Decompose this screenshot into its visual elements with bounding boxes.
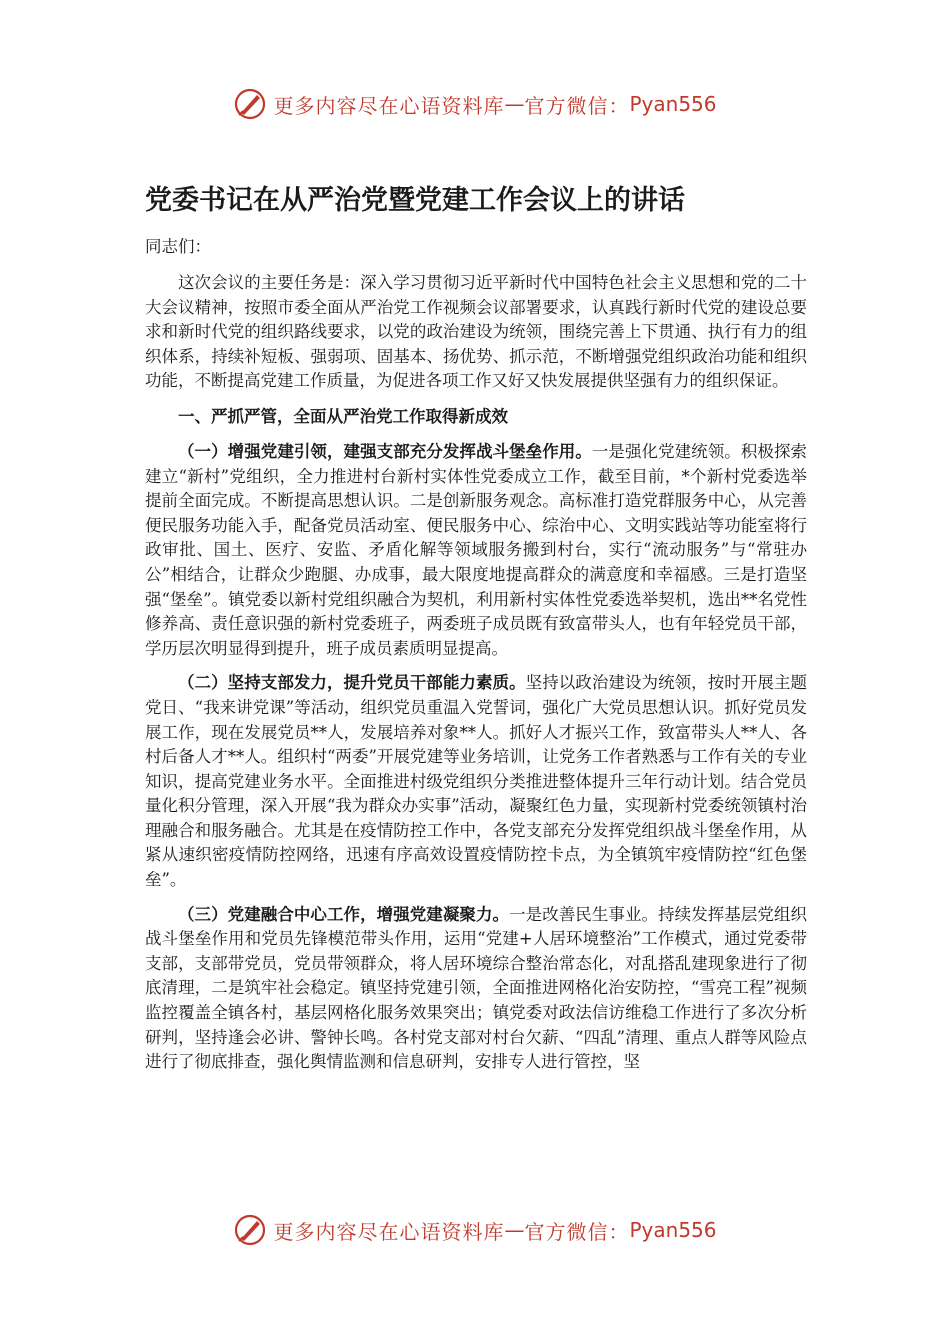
- quill-pen-icon: [233, 87, 267, 121]
- subsection-2-lead: （二）坚持支部发力，提升党员干部能力素质。: [178, 673, 526, 693]
- watermark-brand: 更多内容尽在心语资料库: [273, 1219, 505, 1244]
- quill-pen-icon: [233, 1213, 267, 1247]
- subsection-2: [145, 671, 807, 892]
- section-heading-1: 一、严抓严管，全面从严治党工作取得新成效: [178, 406, 508, 426]
- subsection-1: [145, 440, 807, 661]
- salutation: 同志们：: [145, 237, 211, 256]
- watermark-wechat-label: 官方微信：: [524, 93, 630, 118]
- subsection-1-lead: （一）增强党建引领，建强支部充分发挥战斗堡垒作用。: [178, 441, 592, 461]
- subsection-3-body: 一是改善民生事业。持续发挥基层党组织战斗堡垒作用和党员先锋模范带头作用，运用“党建+人居环境整治”工作模式，通过党委带支部，支部带党员，党员带领群众，将人居环境综合整治常态化，对乱搭乱建现象进行了彻底清理，二是筑牢社会稳定。镇坚持党建引领，全面推进网格化治安防控，“雪亮工程”视频监控覆盖全镇各村，基层网格化服务效果突出；镇党委对政法信访维稳工作进行了多次分析研判，坚持逢会必讲、警钟长鸣。各村党支部对村台欠薪、“四乱”清理、重点人群等风险点进行了彻底排查，强化舆情监测和信息研判，安排专人进行管控，坚: [145, 904, 808, 1072]
- footer-watermark: [0, 1208, 950, 1252]
- watermark-dash: —: [504, 92, 525, 116]
- watermark-wechat-id: Pyan556: [629, 92, 717, 116]
- intro-paragraph: 这次会议的主要任务是：深入学习贯彻习近平新时代中国特色社会主义思想和党的二十大会议精神，按照市委全面从严治党工作视频会议部署要求，认真践行新时代党的建设总要求和新时代党的组织路线要求，以党的政治建设为统领，围绕完善上下贯通、执行有力的组织体系，持续补短板、强弱项、固基本、扬优势、抓示范，不断增强党组织政治功能和组织功能，不断提高党建工作质量，为促进各项工作又好又快发展提供坚强有力的组织保证。: [145, 273, 807, 391]
- subsection-3: [145, 903, 807, 1075]
- header-watermark: [0, 82, 950, 126]
- document-body: [145, 234, 807, 1085]
- subsection-2-body: 坚持以政治建设为统领，按时开展主题党日、“我来讲党课”等活动，组织党员重温入党誓词，强化广大党员思想认识。抓好党员发展工作，现在发展党员**人，发展培养对象**人。抓好人才振兴工作，致富带头人**人、各村后备人才**人。组织村“两委”开展党建等业务培训，让党务工作者熟悉与工作有关的专业知识，提高党建业务水平。全面推进村级党组织分类推进整体提升三年行动计划。结合党员量化积分管理，深入开展“我为群众办实事”活动，凝聚红色力量，实现新村党委统领镇村治理融合和服务融合。尤其是在疫情防控工作中，各党支部充分发挥党组织战斗堡垒作用，从紧从速织密疫情防控网络，迅速有序高效设置疫情防控卡点，为全镇筑牢疫情防控“红色堡垒”。: [145, 673, 808, 890]
- watermark-brand: 更多内容尽在心语资料库: [273, 93, 505, 118]
- watermark-dash: —: [504, 1218, 525, 1242]
- subsection-1-body: 一是强化党建统领。积极探索建立“新村”党组织，全力推进村台新村实体性党委成立工作，截至目前，*个新村党委选举提前全面完成。不断提高思想认识。二是创新服务观念。高标准打造党群服务中心，从完善便民服务功能入手，配备党员活动室、便民服务中心、综治中心、文明实践站等功能室将行政审批、国土、医疗、安监、矛盾化解等领域服务搬到村台，实行“流动服务”与“常驻办公”相结合，让群众少跑腿、办成事，最大限度地提高群众的满意度和幸福感。三是打造坚强“堡垒”。镇党委以新村党组织融合为契机，利用新村实体性党委选举契机，选出**名党性修养高、责任意识强的新村党委班子，两委班子成员既有致富带头人，也有年轻党员干部，学历层次明显得到提升，班子成员素质明显提高。: [145, 441, 808, 658]
- subsection-3-lead: （三）党建融合中心工作，增强党建凝聚力。: [178, 904, 510, 924]
- watermark-wechat-id: Pyan556: [629, 1218, 717, 1242]
- watermark-wechat-label: 官方微信：: [524, 1219, 630, 1244]
- document-title: 党委书记在从严治党暨党建工作会议上的讲话: [145, 185, 685, 216]
